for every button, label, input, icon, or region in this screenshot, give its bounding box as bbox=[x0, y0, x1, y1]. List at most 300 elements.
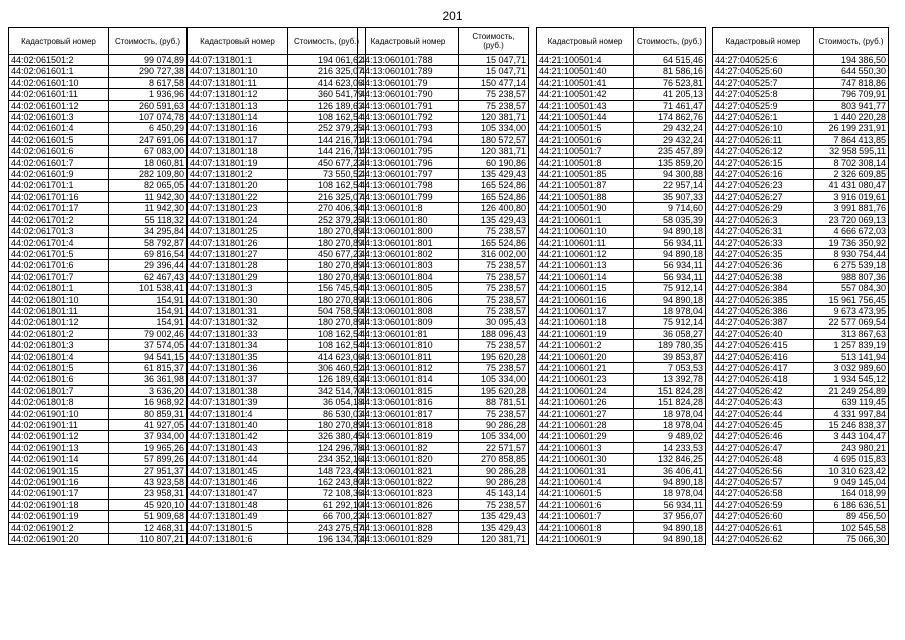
cost-cell: 13 392,78 bbox=[634, 374, 706, 385]
table-row bbox=[9, 534, 187, 545]
cost-cell: 75 238,57 bbox=[459, 260, 529, 271]
cadastral-number-cell: 44:02:061801:11 bbox=[9, 305, 109, 316]
cost-cell: 180 270,89 bbox=[288, 317, 366, 328]
cadastral-number-cell: 44:27:040526:47 bbox=[713, 442, 814, 453]
table-row bbox=[537, 260, 706, 271]
cadastral-number-cell: 44:21:100601:24 bbox=[537, 385, 634, 396]
cadastral-number-cell: 44:21:100601:14 bbox=[537, 271, 634, 282]
cadastral-number-cell: 44:21:100501:41 bbox=[537, 77, 634, 88]
cadastral-number-cell: 44:07:131801:29 bbox=[188, 271, 288, 282]
cost-cell: 644 550,30 bbox=[814, 66, 889, 77]
cadastral-number-cell: 44:07:131801:32 bbox=[188, 317, 288, 328]
cost-cell: 75 238,57 bbox=[459, 89, 529, 100]
table-header-row bbox=[9, 28, 187, 55]
cadastral-number-cell: 44:07:131801:14 bbox=[188, 112, 288, 123]
cadastral-number-cell: 44:27:040526:415 bbox=[713, 340, 814, 351]
cost-cell: 101 538,41 bbox=[109, 283, 187, 294]
cadastral-number-cell: 44:21:100601:20 bbox=[537, 351, 634, 362]
cadastral-number-cell: 44:21:100501:8 bbox=[537, 157, 634, 168]
cost-cell: 81 586,16 bbox=[634, 66, 706, 77]
cost-cell: 234 352,16 bbox=[288, 454, 366, 465]
table-row bbox=[9, 271, 187, 282]
cadastral-number-cell: 44:07:131801:16 bbox=[188, 123, 288, 134]
cadastral-number-cell: 44:02:061701:7 bbox=[9, 271, 109, 282]
cadastral-number-cell: 44:07:131801:40 bbox=[188, 420, 288, 431]
table-row bbox=[188, 488, 366, 499]
cadastral-number-cell: 44:02:061801:1 bbox=[9, 283, 109, 294]
cost-cell: 135 429,43 bbox=[459, 522, 529, 533]
cost-cell: 747 818,86 bbox=[814, 77, 889, 88]
cost-cell: 154,91 bbox=[109, 317, 187, 328]
table-row bbox=[713, 100, 889, 111]
cost-cell: 41 927,05 bbox=[109, 420, 187, 431]
table-row bbox=[358, 100, 529, 111]
cost-cell: 252 379,25 bbox=[288, 214, 366, 225]
cadastral-number-cell: 44:27:040526:59 bbox=[713, 499, 814, 510]
cadastral-number-cell: 44:27:040526:57 bbox=[713, 477, 814, 488]
table-row bbox=[358, 248, 529, 259]
page-number: 201 bbox=[442, 9, 463, 23]
table-row bbox=[713, 317, 889, 328]
table-row bbox=[9, 248, 187, 259]
cost-cell: 126 189,63 bbox=[288, 374, 366, 385]
cost-cell: 102 545,58 bbox=[814, 522, 889, 533]
cadastral-number-cell: 44:13:060101:826 bbox=[358, 499, 459, 510]
cost-cell: 90 286,28 bbox=[459, 420, 529, 431]
table-row bbox=[358, 260, 529, 271]
table-row bbox=[537, 499, 706, 510]
table-row bbox=[188, 420, 366, 431]
cost-cell: 29 432,24 bbox=[634, 123, 706, 134]
cadastral-number-cell: 44:21:100601:3 bbox=[537, 442, 634, 453]
table-row bbox=[537, 385, 706, 396]
table-row bbox=[188, 203, 366, 214]
table-row bbox=[9, 191, 187, 202]
cost-cell: 342 514,70 bbox=[288, 385, 366, 396]
table-row bbox=[537, 465, 706, 476]
table-row bbox=[188, 260, 366, 271]
table-row bbox=[537, 271, 706, 282]
cost-cell: 120 381,71 bbox=[459, 112, 529, 123]
cost-cell: 803 941,77 bbox=[814, 100, 889, 111]
cost-cell: 94 890,18 bbox=[634, 522, 706, 533]
cadastral-number-cell: 44:27:040526:42 bbox=[713, 385, 814, 396]
cadastral-number-cell: 44:02:061801:7 bbox=[9, 385, 109, 396]
cadastral-number-cell: 44:13:060101:797 bbox=[358, 169, 459, 180]
table-row bbox=[358, 305, 529, 316]
cadastral-number-cell: 44:07:131801:48 bbox=[188, 499, 288, 510]
cadastral-number-cell: 44:27:040525:6 bbox=[713, 55, 814, 66]
table-row bbox=[713, 203, 889, 214]
table-row bbox=[713, 385, 889, 396]
table-row bbox=[358, 66, 529, 77]
table-row bbox=[358, 499, 529, 510]
table-row bbox=[188, 134, 366, 145]
cadastral-number-cell: 44:02:061601:9 bbox=[9, 169, 109, 180]
cost-cell: 151 824,28 bbox=[634, 397, 706, 408]
table-row bbox=[537, 226, 706, 237]
table-row bbox=[537, 340, 706, 351]
cost-cell: 8 702 308,14 bbox=[814, 157, 889, 168]
cost-cell: 188 096,43 bbox=[459, 328, 529, 339]
cadastral-number-cell: 44:13:060101:803 bbox=[358, 260, 459, 271]
table-row bbox=[358, 226, 529, 237]
table-row bbox=[358, 420, 529, 431]
cadastral-number-cell: 44:21:100501:5 bbox=[537, 123, 634, 134]
table-row bbox=[358, 55, 529, 66]
table-row bbox=[9, 488, 187, 499]
table-row bbox=[537, 511, 706, 522]
cadastral-number-cell: 44:07:131801:28 bbox=[188, 260, 288, 271]
cadastral-number-cell: 44:02:061801:4 bbox=[9, 351, 109, 362]
cadastral-number-cell: 44:27:040526:10 bbox=[713, 123, 814, 134]
cost-cell: 326 380,45 bbox=[288, 431, 366, 442]
table-row bbox=[9, 499, 187, 510]
cost-cell: 3 991 881,76 bbox=[814, 203, 889, 214]
table-row bbox=[537, 477, 706, 488]
cadastral-number-cell: 44:02:061801:12 bbox=[9, 317, 109, 328]
table-row bbox=[9, 146, 187, 157]
cadastral-number-cell: 44:02:061901:2 bbox=[9, 522, 109, 533]
cadastral-number-cell: 44:27:040526:43 bbox=[713, 397, 814, 408]
cadastral-number-cell: 44:02:061701:2 bbox=[9, 214, 109, 225]
cadastral-number-cell: 44:27:040525:8 bbox=[713, 89, 814, 100]
cadastral-number-cell: 44:07:131801:24 bbox=[188, 214, 288, 225]
table-row bbox=[9, 317, 187, 328]
cadastral-number-cell: 44:02:061801:5 bbox=[9, 362, 109, 373]
cost-cell: 34 295,84 bbox=[109, 226, 187, 237]
cadastral-number-cell: 44:07:131801:34 bbox=[188, 340, 288, 351]
cost-cell: 196 134,73 bbox=[288, 534, 366, 545]
cost-cell: 7 864 413,85 bbox=[814, 134, 889, 145]
table-row bbox=[9, 203, 187, 214]
cadastral-number-cell: 44:07:131801:10 bbox=[188, 66, 288, 77]
cadastral-number-cell: 44:21:100601:31 bbox=[537, 465, 634, 476]
cost-cell: 32 958 595,11 bbox=[814, 146, 889, 157]
cadastral-number-cell: 44:07:131801:39 bbox=[188, 397, 288, 408]
table-row bbox=[188, 89, 366, 100]
cost-cell: 43 923,58 bbox=[109, 477, 187, 488]
table-row bbox=[9, 362, 187, 373]
cadastral-number-cell: 44:13:060101:8 bbox=[358, 203, 459, 214]
cadastral-number-cell: 44:13:060101:814 bbox=[358, 374, 459, 385]
cost-cell: 8 930 754,44 bbox=[814, 248, 889, 259]
cadastral-number-cell: 44:27:040526:23 bbox=[713, 180, 814, 191]
cost-cell: 180 270,89 bbox=[288, 420, 366, 431]
cost-cell: 94 890,18 bbox=[634, 226, 706, 237]
cadastral-number-cell: 44:27:040526:33 bbox=[713, 237, 814, 248]
cost-cell: 1 257 839,19 bbox=[814, 340, 889, 351]
cost-cell: 135 429,43 bbox=[459, 214, 529, 225]
cadastral-number-cell: 44:13:060101:817 bbox=[358, 408, 459, 419]
table-row bbox=[537, 351, 706, 362]
cadastral-number-cell: 44:02:061801:2 bbox=[9, 328, 109, 339]
cost-cell: 36 058,27 bbox=[634, 328, 706, 339]
cadastral-number-cell: 44:02:061601:4 bbox=[9, 123, 109, 134]
cost-cell: 513 141,94 bbox=[814, 351, 889, 362]
cadastral-number-cell: 44:13:060101:808 bbox=[358, 305, 459, 316]
table-row bbox=[358, 397, 529, 408]
cadastral-number-cell: 44:27:040525:9 bbox=[713, 100, 814, 111]
cost-cell: 282 109,80 bbox=[109, 169, 187, 180]
cadastral-number-cell: 44:21:100601:2 bbox=[537, 340, 634, 351]
cost-cell: 45 143,14 bbox=[459, 488, 529, 499]
cadastral-number-cell: 44:07:131801:44 bbox=[188, 454, 288, 465]
cost-cell: 86 530,03 bbox=[288, 408, 366, 419]
table-row bbox=[358, 283, 529, 294]
table-row bbox=[188, 214, 366, 225]
cost-cell: 55 118,32 bbox=[109, 214, 187, 225]
table-row bbox=[537, 112, 706, 123]
cadastral-number-cell: 44:21:100601:6 bbox=[537, 499, 634, 510]
cost-cell: 35 907,33 bbox=[634, 191, 706, 202]
cost-cell: 107 074,78 bbox=[109, 112, 187, 123]
cadastral-number-cell: 44:13:060101:788 bbox=[358, 55, 459, 66]
table-row bbox=[537, 454, 706, 465]
table-row bbox=[537, 522, 706, 533]
table-row bbox=[9, 511, 187, 522]
cost-cell: 19 965,26 bbox=[109, 442, 187, 453]
cadastral-number-cell: 44:27:040526:384 bbox=[713, 283, 814, 294]
cadastral-number-cell: 44:21:100601:30 bbox=[537, 454, 634, 465]
cost-cell: 41 205,13 bbox=[634, 89, 706, 100]
cost-cell: 66 700,23 bbox=[288, 511, 366, 522]
table-row bbox=[713, 477, 889, 488]
table-row bbox=[9, 260, 187, 271]
table-row bbox=[9, 454, 187, 465]
cost-cell: 126 189,63 bbox=[288, 100, 366, 111]
cadastral-number-cell: 44:07:131801:27 bbox=[188, 248, 288, 259]
cadastral-number-cell: 44:27:040526:418 bbox=[713, 374, 814, 385]
cost-cell: 270 858,85 bbox=[459, 454, 529, 465]
table-row bbox=[358, 146, 529, 157]
cost-cell: 108 162,54 bbox=[288, 328, 366, 339]
table-row bbox=[9, 180, 187, 191]
cadastral-number-cell: 44:02:061901:19 bbox=[9, 511, 109, 522]
table-row bbox=[713, 328, 889, 339]
cost-cell: 30 095,43 bbox=[459, 317, 529, 328]
cadastral-number-cell: 44:27:040526:385 bbox=[713, 294, 814, 305]
cadastral-number-cell: 44:02:061701:17 bbox=[9, 203, 109, 214]
table-row bbox=[537, 169, 706, 180]
table-row bbox=[358, 534, 529, 545]
cost-cell: 94 300,88 bbox=[634, 169, 706, 180]
table-row bbox=[537, 294, 706, 305]
table-row bbox=[537, 146, 706, 157]
cadastral-number-cell: 44:07:131801:5 bbox=[188, 522, 288, 533]
cost-cell: 41 431 080,47 bbox=[814, 180, 889, 191]
cost-cell: 132 846,25 bbox=[634, 454, 706, 465]
header-cost: Стоимость, (руб.) bbox=[288, 28, 366, 55]
table-row bbox=[358, 169, 529, 180]
table-row bbox=[537, 317, 706, 328]
cost-cell: 58 792,87 bbox=[109, 237, 187, 248]
table-row bbox=[713, 214, 889, 225]
cost-cell: 16 968,92 bbox=[109, 397, 187, 408]
table-row bbox=[537, 328, 706, 339]
cadastral-number-cell: 44:21:100601:26 bbox=[537, 397, 634, 408]
header-cadastral-number: Кадастровый номер bbox=[358, 28, 459, 55]
header-cost: Стоимость, (руб.) bbox=[814, 28, 889, 55]
table-row bbox=[537, 89, 706, 100]
cost-cell: 189 780,35 bbox=[634, 340, 706, 351]
cadastral-number-cell: 44:07:131801:30 bbox=[188, 294, 288, 305]
cadastral-number-cell: 44:13:060101:810 bbox=[358, 340, 459, 351]
table-row bbox=[188, 351, 366, 362]
cadastral-number-cell: 44:13:060101:800 bbox=[358, 226, 459, 237]
cadastral-number-cell: 44:02:061801:10 bbox=[9, 294, 109, 305]
table-row bbox=[9, 420, 187, 431]
cadastral-number-cell: 44:07:131801:43 bbox=[188, 442, 288, 453]
cadastral-number-cell: 44:07:131801:19 bbox=[188, 157, 288, 168]
table-row bbox=[713, 77, 889, 88]
cadastral-number-cell: 44:07:131801:45 bbox=[188, 465, 288, 476]
table-row bbox=[188, 294, 366, 305]
cadastral-number-cell: 44:07:131801:26 bbox=[188, 237, 288, 248]
cadastral-number-cell: 44:07:131801:3 bbox=[188, 283, 288, 294]
table-row bbox=[9, 328, 187, 339]
table-row bbox=[537, 248, 706, 259]
cadastral-number-cell: 44:27:040526:40 bbox=[713, 328, 814, 339]
cost-cell: 135 429,43 bbox=[459, 511, 529, 522]
cadastral-number-cell: 44:13:060101:795 bbox=[358, 146, 459, 157]
table-row bbox=[188, 123, 366, 134]
cadastral-number-cell: 44:13:060101:802 bbox=[358, 248, 459, 259]
cost-cell: 180 270,89 bbox=[288, 237, 366, 248]
cadastral-number-cell: 44:07:131801:36 bbox=[188, 362, 288, 373]
table-row bbox=[358, 203, 529, 214]
table-row bbox=[9, 169, 187, 180]
cost-cell: 243 980,21 bbox=[814, 442, 889, 453]
cost-cell: 27 951,37 bbox=[109, 465, 187, 476]
cost-cell: 22 957,14 bbox=[634, 180, 706, 191]
table-row bbox=[188, 66, 366, 77]
table-row bbox=[358, 431, 529, 442]
cost-cell: 3 443 104,47 bbox=[814, 431, 889, 442]
cost-cell: 4 695 015,83 bbox=[814, 454, 889, 465]
table-row bbox=[358, 488, 529, 499]
table-row bbox=[358, 477, 529, 488]
cost-cell: 56 934,11 bbox=[634, 271, 706, 282]
cost-cell: 124 296,78 bbox=[288, 442, 366, 453]
table-row bbox=[713, 55, 889, 66]
cadastral-number-cell: 44:27:040526:45 bbox=[713, 420, 814, 431]
table-row bbox=[713, 408, 889, 419]
cost-cell: 180 270,89 bbox=[288, 271, 366, 282]
table-row bbox=[713, 283, 889, 294]
cadastral-number-cell: 44:27:040526:387 bbox=[713, 317, 814, 328]
cadastral-number-cell: 44:27:040526:38 bbox=[713, 271, 814, 282]
table-row bbox=[358, 112, 529, 123]
cost-cell: 18 060,81 bbox=[109, 157, 187, 168]
cost-cell: 18 978,04 bbox=[634, 488, 706, 499]
cadastral-number-cell: 44:27:040526:36 bbox=[713, 260, 814, 271]
cost-cell: 94 541,15 bbox=[109, 351, 187, 362]
table-row bbox=[358, 214, 529, 225]
table-row bbox=[188, 465, 366, 476]
table-row bbox=[9, 226, 187, 237]
cost-cell: 6 186 636,51 bbox=[814, 499, 889, 510]
cadastral-number-cell: 44:13:060101:804 bbox=[358, 271, 459, 282]
header-cost: Стоимость, (руб.) bbox=[109, 28, 187, 55]
cost-cell: 154,91 bbox=[109, 294, 187, 305]
cadastral-number-cell: 44:21:100501:87 bbox=[537, 180, 634, 191]
table-row bbox=[713, 511, 889, 522]
cost-cell: 23 958,31 bbox=[109, 488, 187, 499]
cadastral-number-cell: 44:27:040526:1 bbox=[713, 112, 814, 123]
cost-cell: 796 709,91 bbox=[814, 89, 889, 100]
cadastral-number-cell: 44:07:131801:33 bbox=[188, 328, 288, 339]
cost-cell: 1 440 220,28 bbox=[814, 112, 889, 123]
table-row bbox=[358, 385, 529, 396]
cost-cell: 60 190,86 bbox=[459, 157, 529, 168]
cadastral-number-cell: 44:07:131801:46 bbox=[188, 477, 288, 488]
cost-cell: 23 720 069,13 bbox=[814, 214, 889, 225]
cadastral-number-cell: 44:27:040526:29 bbox=[713, 203, 814, 214]
table-row bbox=[713, 465, 889, 476]
table-row bbox=[9, 385, 187, 396]
cost-cell: 110 807,21 bbox=[109, 534, 187, 545]
table-row bbox=[537, 66, 706, 77]
table-row bbox=[358, 465, 529, 476]
table-row bbox=[9, 123, 187, 134]
cost-cell: 75 912,14 bbox=[634, 317, 706, 328]
table-row bbox=[358, 454, 529, 465]
cost-cell: 194 386,50 bbox=[814, 55, 889, 66]
cadastral-number-cell: 44:13:060101:794 bbox=[358, 134, 459, 145]
cadastral-number-cell: 44:13:060101:793 bbox=[358, 123, 459, 134]
cadastral-number-cell: 44:21:100501:85 bbox=[537, 169, 634, 180]
table-row bbox=[713, 454, 889, 465]
table-row bbox=[713, 340, 889, 351]
cost-cell: 18 978,04 bbox=[634, 420, 706, 431]
table-row bbox=[188, 169, 366, 180]
table-row bbox=[537, 488, 706, 499]
table-row bbox=[713, 499, 889, 510]
table-row bbox=[537, 214, 706, 225]
cadastral-number-cell: 44:02:061901:15 bbox=[9, 465, 109, 476]
cadastral-number-cell: 44:07:131801:6 bbox=[188, 534, 288, 545]
cadastral-number-cell: 44:27:040526:12 bbox=[713, 146, 814, 157]
table-header-row bbox=[188, 28, 366, 55]
cadastral-number-cell: 44:27:040526:44 bbox=[713, 408, 814, 419]
table-row bbox=[713, 248, 889, 259]
cadastral-number-cell: 44:07:131801:37 bbox=[188, 374, 288, 385]
cadastral-table-5 bbox=[712, 27, 889, 545]
cadastral-number-cell: 44:07:131801:12 bbox=[188, 89, 288, 100]
cost-cell: 3 032 989,60 bbox=[814, 362, 889, 373]
cost-cell: 94 890,18 bbox=[634, 477, 706, 488]
table-row bbox=[188, 522, 366, 533]
cadastral-number-cell: 44:21:100601:4 bbox=[537, 477, 634, 488]
cadastral-number-cell: 44:02:061701:1 bbox=[9, 180, 109, 191]
cadastral-table-1 bbox=[8, 27, 187, 545]
cadastral-number-cell: 44:21:100601:1 bbox=[537, 214, 634, 225]
table-row bbox=[9, 237, 187, 248]
cost-cell: 14 233,53 bbox=[634, 442, 706, 453]
cost-cell: 154,91 bbox=[109, 305, 187, 316]
cost-cell: 51 909,68 bbox=[109, 511, 187, 522]
cadastral-number-cell: 44:21:100601:9 bbox=[537, 534, 634, 545]
table-row bbox=[188, 248, 366, 259]
header-cost: Стоимость, (руб.) bbox=[459, 28, 529, 55]
cost-cell: 89 456,50 bbox=[814, 511, 889, 522]
table-row bbox=[9, 77, 187, 88]
table-row bbox=[358, 374, 529, 385]
table-row bbox=[188, 55, 366, 66]
table-row bbox=[713, 157, 889, 168]
table-row bbox=[188, 328, 366, 339]
